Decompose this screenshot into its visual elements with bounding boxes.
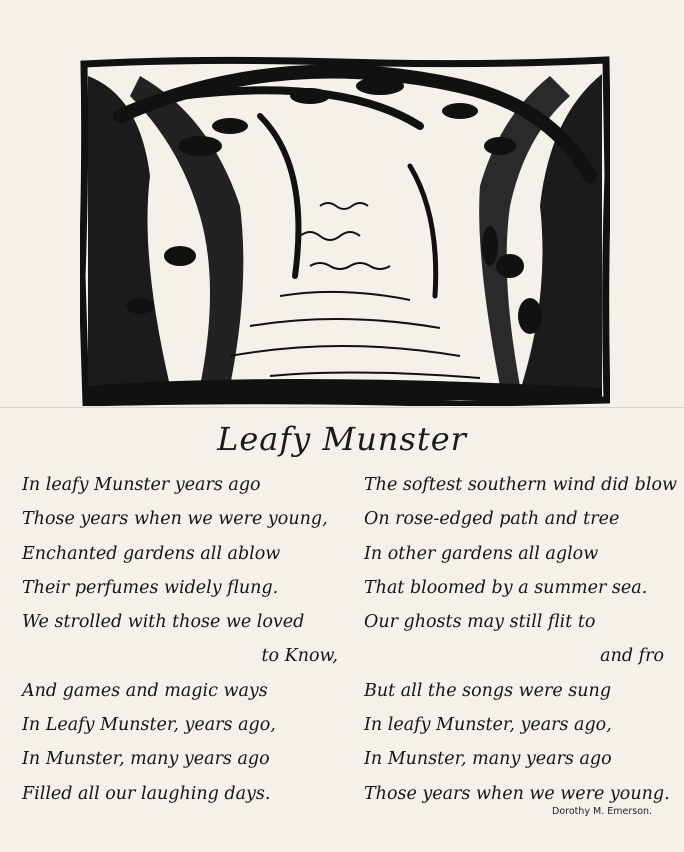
poem-line-continuation: and fro	[600, 646, 664, 667]
author-signature: Dorothy M. Emerson.	[552, 806, 653, 817]
poem-column-left	[22, 468, 338, 811]
poem-line: The softest southern wind did blow	[364, 475, 677, 495]
poem-line: In Munster, many years ago	[364, 749, 612, 770]
poem-line: On rose-edged path and tree	[364, 509, 620, 530]
poem-line: We strolled with those we loved	[22, 612, 305, 633]
poem-line: In Leafy Munster, years ago,	[22, 715, 276, 736]
forest-ink-illustration	[80, 56, 610, 406]
poem-line: Our ghosts may still flit to	[364, 612, 596, 633]
poem-line: Their perfumes widely flung.	[22, 577, 279, 598]
poem-column-right	[364, 468, 677, 811]
poem-line: That bloomed by a summer sea.	[364, 577, 648, 598]
poem-line: Enchanted gardens all ablow	[22, 543, 281, 564]
poem-line: And games and magic ways	[22, 680, 268, 701]
poem-line: Those years when we were young.	[364, 783, 670, 804]
poem-line-continuation: to Know,	[261, 646, 338, 667]
poem-line: In leafy Munster years ago	[22, 475, 261, 495]
poem-line: In other gardens all aglow	[364, 543, 599, 564]
sheet-fold-line	[0, 407, 684, 408]
poem-line: But all the songs were sung	[364, 680, 612, 701]
poem-line: Filled all our laughing days.	[22, 783, 271, 804]
poem-line: In leafy Munster, years ago,	[364, 715, 612, 736]
poem-line: Those years when we were young,	[22, 509, 328, 530]
poem-title: Leafy Munster	[217, 420, 467, 458]
poem-line: In Munster, many years ago	[22, 749, 270, 770]
